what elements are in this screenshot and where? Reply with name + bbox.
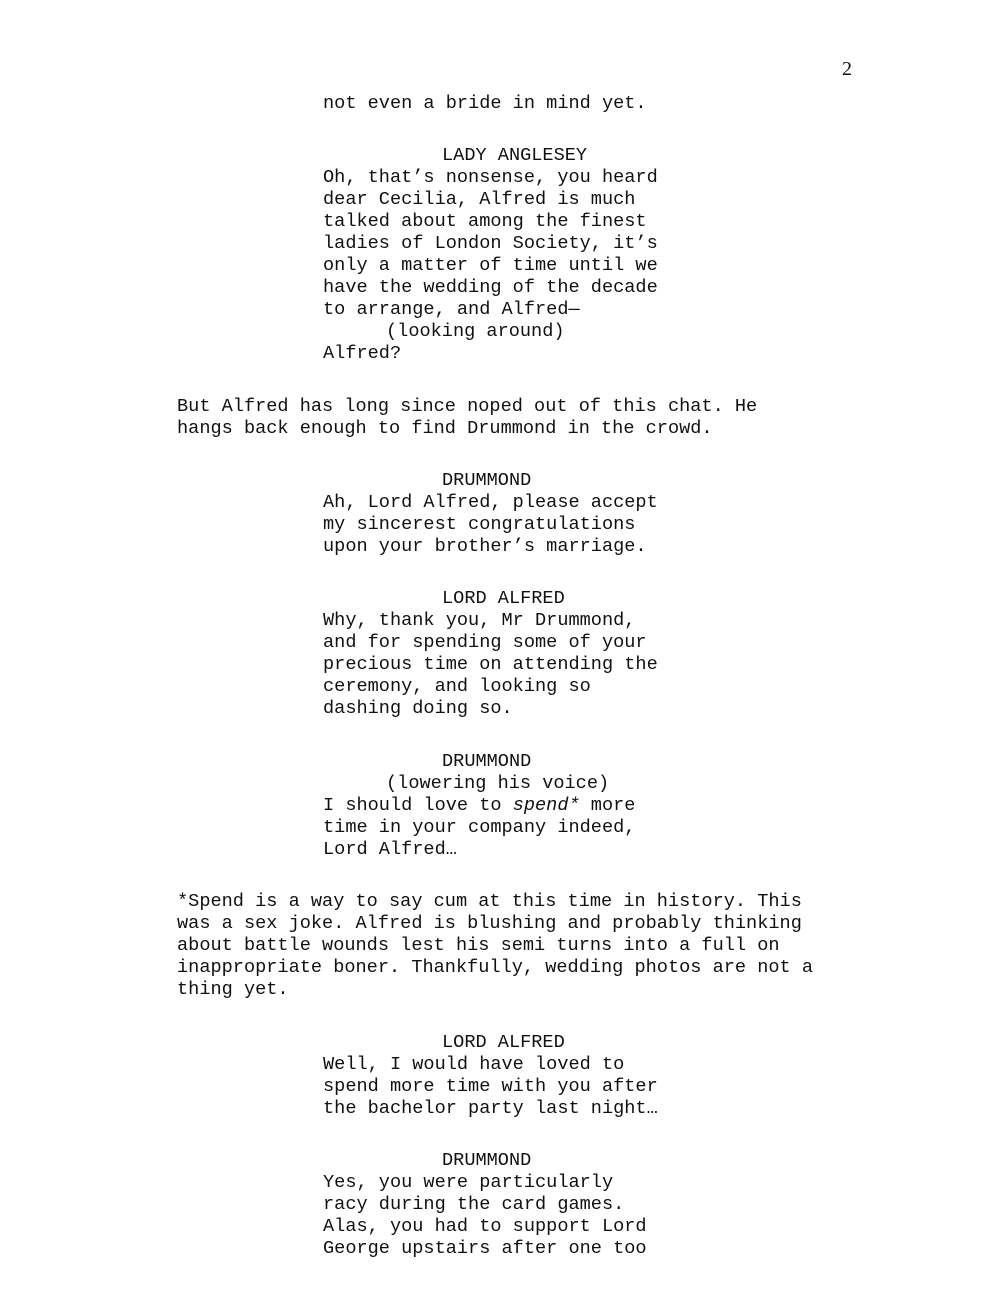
- dialogue-line: time in your company indeed,: [323, 817, 636, 838]
- character-name: LORD ALFRED: [442, 588, 565, 609]
- dialogue-line: upon your brother’s marriage.: [323, 536, 647, 557]
- dialogue-line: Alas, you had to support Lord: [323, 1216, 647, 1237]
- action-line: *Spend is a way to say cum at this time in history. This: [177, 891, 802, 912]
- action-line: inappropriate boner. Thankfully, wedding photos are not a: [177, 957, 814, 978]
- dialogue-line: my sincerest congratulations: [323, 514, 636, 535]
- dialogue-line: not even a bride in mind yet.: [323, 93, 647, 114]
- dialogue-line: dashing doing so.: [323, 698, 513, 719]
- dialogue-line: Alfred?: [323, 343, 402, 364]
- action-line: thing yet.: [177, 979, 289, 1000]
- dialogue-line: and for spending some of your: [323, 632, 647, 653]
- character-name: LADY ANGLESEY: [442, 145, 588, 166]
- dialogue-line: Yes, you were particularly: [323, 1172, 614, 1193]
- dialogue-line: talked about among the finest: [323, 211, 647, 232]
- dialogue-line: ceremony, and looking so: [323, 676, 591, 697]
- dialogue-line: have the wedding of the decade: [323, 277, 658, 298]
- character-name: DRUMMOND: [442, 470, 532, 491]
- character-name: LORD ALFRED: [442, 1032, 565, 1053]
- dialogue-line: racy during the card games.: [323, 1194, 625, 1215]
- dialogue-line: Oh, that’s nonsense, you heard: [323, 167, 658, 188]
- action-line: But Alfred has long since noped out of this chat. He: [177, 396, 758, 417]
- dialogue-line: Well, I would have loved to: [323, 1054, 625, 1075]
- dialogue-line: Lord Alfred…: [323, 839, 457, 860]
- dialogue-line: precious time on attending the: [323, 654, 658, 675]
- parenthetical: (lowering his voice): [386, 773, 610, 794]
- dialogue-line: [323, 795, 635, 817]
- dialogue-line: spend more time with you after: [323, 1076, 658, 1097]
- character-name: DRUMMOND: [442, 751, 532, 772]
- dialogue-text: more: [579, 795, 636, 816]
- parenthetical: (looking around): [386, 321, 565, 342]
- dialogue-line: to arrange, and Alfred—: [323, 299, 580, 320]
- dialogue-line: dear Cecilia, Alfred is much: [323, 189, 636, 210]
- page-number: 2: [842, 58, 852, 80]
- dialogue-line: Why, thank you, Mr Drummond,: [323, 610, 636, 631]
- dialogue-line: Ah, Lord Alfred, please accept: [323, 492, 658, 513]
- action-line: hangs back enough to find Drummond in the crowd.: [177, 418, 713, 439]
- dialogue-line: only a matter of time until we: [323, 255, 658, 276]
- dialogue-text: I should love to: [323, 795, 513, 816]
- action-line: was a sex joke. Alfred is blushing and probably thinking: [177, 913, 802, 934]
- dialogue-line: ladies of London Society, it’s: [323, 233, 658, 254]
- dialogue-line: George upstairs after one too: [323, 1238, 647, 1259]
- emphasized-word: spend*: [512, 795, 580, 816]
- action-line: about battle wounds lest his semi turns into a full on: [177, 935, 780, 956]
- dialogue-line: the bachelor party last night…: [323, 1098, 658, 1119]
- character-name: DRUMMOND: [442, 1150, 532, 1171]
